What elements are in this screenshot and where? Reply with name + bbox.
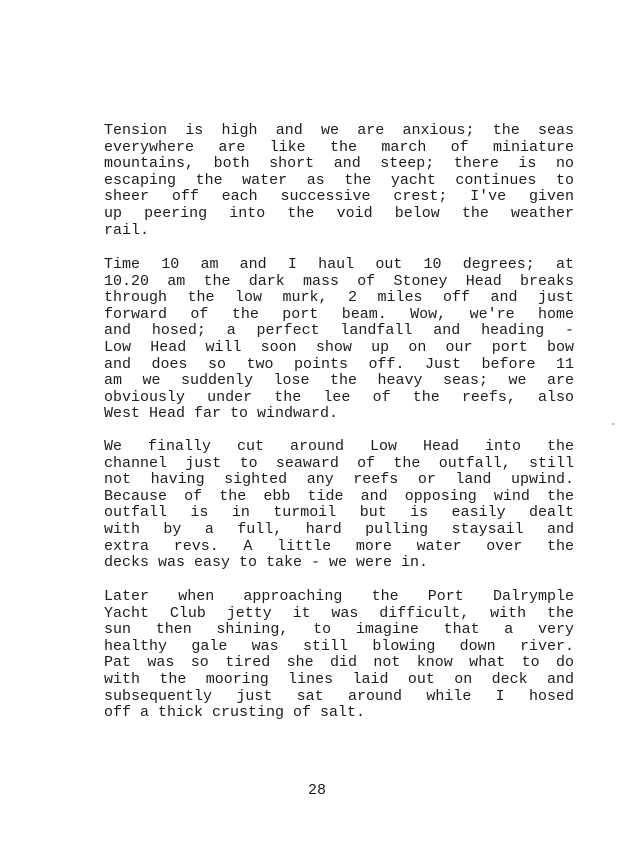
text-line: and does so two points off. Just before 11 <box>104 355 574 373</box>
text-line: extra revs. A little more water over the <box>104 537 574 555</box>
text-line: We finally cut around Low Head into the <box>104 438 574 455</box>
text-line: off a thick crusting of salt. <box>104 704 366 722</box>
text-line: subsequently just sat around while I hosed <box>104 687 574 705</box>
text-line: 10.20 am the dark mass of Stoney Head breaks <box>104 272 574 290</box>
text-line: with by a full, hard pulling staysail and <box>104 520 574 538</box>
paragraph-2 <box>104 257 574 423</box>
text-line: mountains, both short and steep; there is no <box>104 155 574 173</box>
text-line: with the mooring lines laid out on deck and <box>104 670 574 688</box>
text-line: Yacht Club jetty it was difficult, with the <box>104 604 574 622</box>
text-line: outfall is in turmoil but is easily dealt <box>104 504 574 522</box>
text-line: forward of the port beam. Wow, we're home <box>104 305 574 323</box>
page-number: 28 <box>307 782 326 799</box>
text-line: obviously under the lee of the reefs, also <box>104 388 574 406</box>
paragraph-4 <box>104 589 574 722</box>
text-line: decks was easy to take - we were in. <box>104 554 429 572</box>
text-line: sheer off each successive crest; I've given <box>104 188 574 206</box>
paragraph-3 <box>104 439 574 572</box>
text-line: Because of the ebb tide and opposing wind the <box>104 487 574 505</box>
text-line: channel just to seaward of the outfall, still <box>104 454 574 472</box>
text-line: and hosed; a perfect landfall and heading - <box>104 322 574 340</box>
text-line: escaping the water as the yacht continues to <box>104 171 574 189</box>
text-line: rail. <box>104 221 150 239</box>
text-line: up peering into the void below the weather <box>104 204 574 222</box>
scan-speck <box>612 423 614 425</box>
text-line: Tension is high and we are anxious; the seas <box>104 122 574 139</box>
text-line: am we suddenly lose the heavy seas; we are <box>104 372 574 390</box>
text-line: through the low murk, 2 miles off and just <box>104 289 574 307</box>
text-line: not having sighted any reefs or land upwind. <box>104 471 574 489</box>
text-line: Low Head will soon show up on our port bow <box>104 338 574 356</box>
text-line: healthy gale was still blowing down river. <box>104 637 574 655</box>
text-line: everywhere are like the march of miniature <box>104 138 574 156</box>
text-line: Later when approaching the Port Dalrymple <box>104 588 574 605</box>
paragraph-1 <box>104 123 574 239</box>
text-line: Pat was so tired she did not know what to do <box>104 654 574 672</box>
text-line: sun then shining, to imagine that a very <box>104 621 574 639</box>
text-line: Time 10 am and I haul out 10 degrees; at <box>104 256 574 273</box>
text-line: West Head far to windward. <box>104 405 339 423</box>
